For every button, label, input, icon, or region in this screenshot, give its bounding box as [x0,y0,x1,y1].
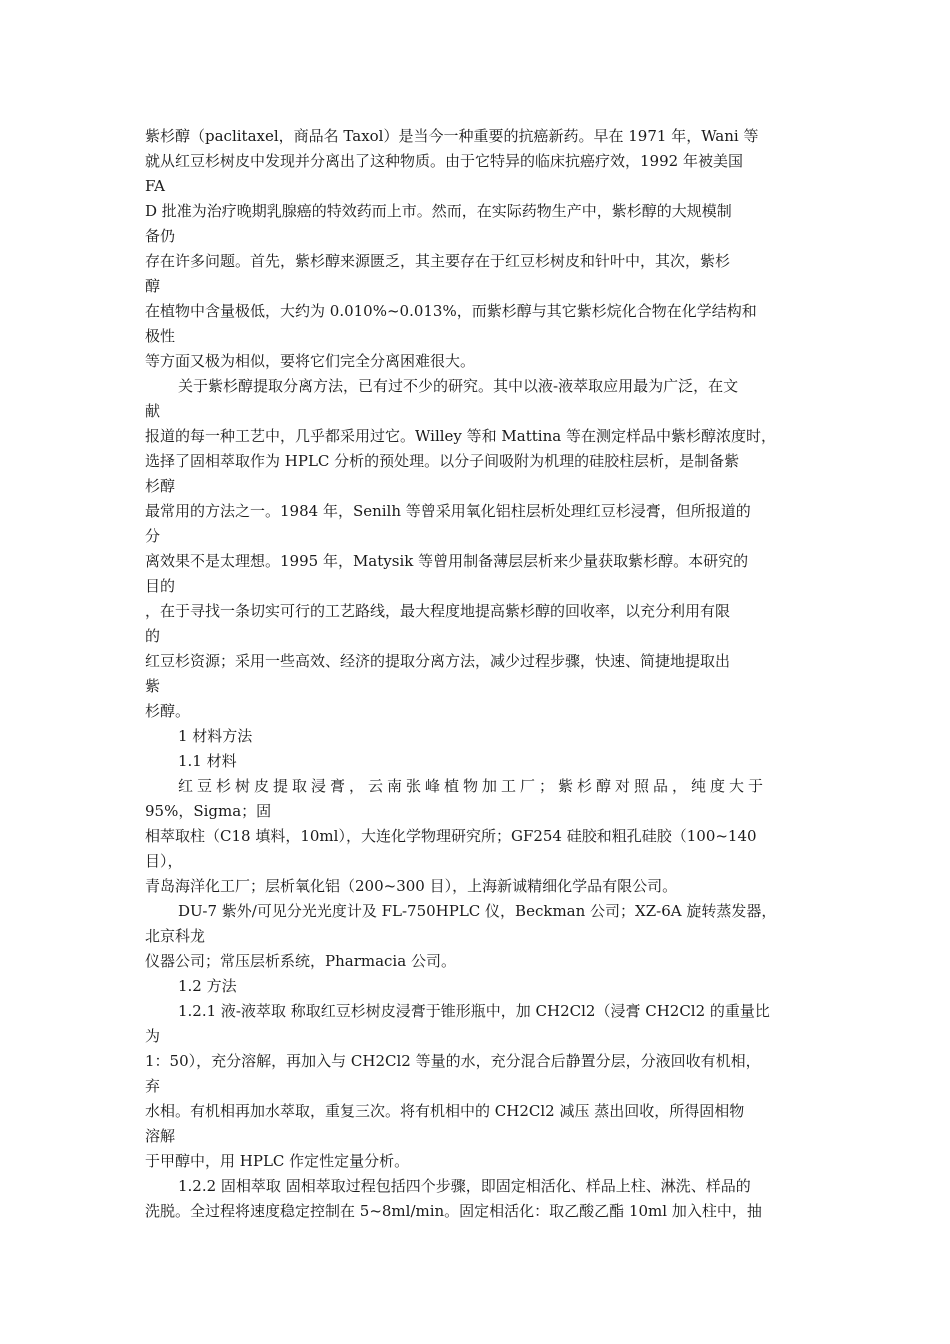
text-line: 在植物中含量极低，大约为 0.010%~0.013%，而紫杉醇与其它紫杉烷化合物在化学结构和 [145,302,757,320]
text-line: 水相。有机相再加水萃取，重复三次。将有机相中的 CH2Cl2 减压 蒸出回收，所得固相物 [145,1102,745,1120]
text-line: D 批准为治疗晚期乳腺癌的特效药而上市。然而，在实际药物生产中，紫杉醇的大规模制 [145,202,732,220]
text-line: 离效果不是太理想。1995 年，Matysik 等曾用制备薄层层析来少量获取紫杉醇。本研究的 [145,552,749,570]
text-line: 关于紫杉醇提取分离方法，已有过不少的研究。其中以液-液萃取应用最为广泛，在文 [178,377,739,395]
text-line: 紫 [145,677,161,695]
text-line: 于甲醇中，用 HPLC 作定性定量分析。 [145,1152,410,1170]
text-line: 献 [145,402,161,420]
text-line: 红豆杉资源；采用一些高效、经济的提取分离方法，减少过程步骤，快速、简捷地提取出 [145,652,731,670]
text-line: 仪器公司；常压层析系统，Pharmacia 公司。 [145,952,456,970]
text-line: 目）， [145,852,183,870]
text-line: 95%，Sigma；固 [145,802,272,820]
text-line: FA [145,177,165,195]
text-line: 1.2.1 液-液萃取 称取红豆杉树皮浸膏于锥形瓶中，加 CH2Cl2（浸膏 CH2Cl2 的重量比 [178,1002,770,1020]
text-line: 溶解 [145,1127,176,1145]
text-line: 最常用的方法之一。1984 年，Senilh 等曾采用氧化铝柱层析处理红豆杉浸膏，但所报道的 [145,502,751,520]
document-body [145,124,825,1224]
text-line: 1.2 方法 [178,977,237,995]
text-line: 为 [145,1027,161,1045]
text-line: ，在于寻找一条切实可行的工艺路线，最大程度地提高紫杉醇的回收率，以充分利用有限 [145,602,731,620]
text-line: 选择了固相萃取作为 HPLC 分析的预处理。以分子间吸附为机理的硅胶柱层析，是制备紫 [145,452,740,470]
text-line: 目的 [145,577,176,595]
text-line: 紫杉醇（paclitaxel，商品名 Taxol）是当今一种重要的抗癌新药。早在 1971 年，Wani 等 [145,127,759,145]
text-line: 洗脱。全过程将速度稳定控制在 5~8ml/min。固定相活化：取乙酸乙酯 10ml 加入柱中，抽 [145,1202,762,1220]
text-line: 极性 [145,327,176,345]
text-line: 等方面又极为相似，要将它们完全分离困难很大。 [145,352,476,370]
text-line: 北京科龙 [145,927,206,945]
text-line: 弃 [145,1077,161,1095]
text-line: 存在许多问题。首先，紫杉醇来源匮乏，其主要存在于红豆杉树皮和针叶中，其次，紫杉 [145,252,731,270]
text-line: 备仍 [145,227,176,245]
text-line: 就从红豆杉树皮中发现并分离出了这种物质。由于它特异的临床抗癌疗效，1992 年被美国 [145,152,743,170]
text-line: 醇 [145,277,161,295]
text-line: 1：50），充分溶解，再加入与 CH2Cl2 等量的水，充分混合后静置分层，分液回收有机相， [145,1052,761,1070]
text-line: 青岛海洋化工厂；层析氧化铝（200~300 目），上海新诚精细化学品有限公司。 [145,877,678,895]
text-line: 的 [145,627,161,645]
text-line: 1.2.2 固相萃取 固相萃取过程包括四个步骤，即固定相活化、样品上柱、淋洗、样品的 [178,1177,751,1195]
text-line: 杉醇。 [145,702,191,720]
text-line: 红豆杉树皮提取浸膏，云南张峰植物加工厂；紫杉醇对照品，纯度大于 [178,777,768,795]
text-line: 杉醇 [145,477,176,495]
text-line: 1.1 材料 [178,752,237,770]
text-line: 报道的每一种工艺中，几乎都采用过它。Willey 等和 Mattina 等在测定样品中紫杉醇浓度时， [145,427,776,445]
text-line: 相萃取柱（C18 填料，10ml），大连化学物理研究所；GF254 硅胶和粗孔硅胶（100~140 [145,827,757,845]
text-line: 分 [145,527,161,545]
text-line: DU-7 紫外/可见分光光度计及 FL-750HPLC 仪，Beckman 公司；XZ-6A 旋转蒸发器， [178,902,777,920]
text-line: 1 材料方法 [178,727,253,745]
